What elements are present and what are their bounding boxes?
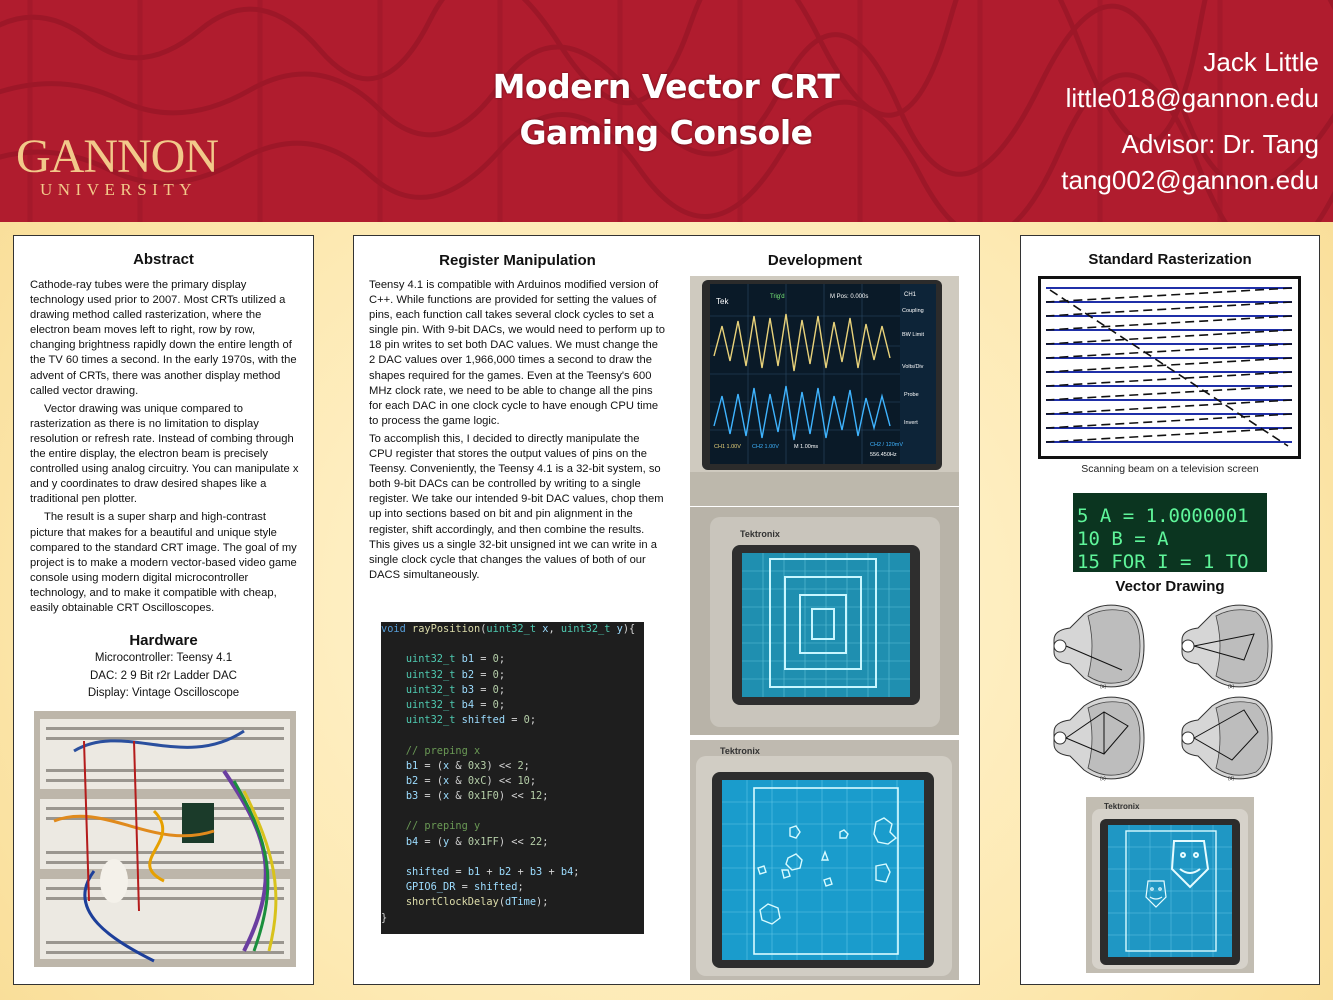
scope-readout: Probe — [904, 392, 919, 398]
code-keyword: void — [381, 623, 406, 635]
oscilloscope-smiley-photo — [1086, 797, 1254, 973]
code-comment: // preping x — [381, 744, 481, 757]
code-line — [381, 850, 644, 865]
author-email: little018@gannon.edu — [1065, 83, 1319, 113]
scope-readout: Invert — [904, 420, 918, 426]
code-line: uint32_t b4 = 0; — [405, 698, 506, 711]
scope-readout: Volts/Div — [902, 364, 924, 370]
logo-name: GANNON — [16, 130, 218, 183]
code-var: y — [616, 623, 623, 635]
abstract-paragraph: Cathode-ray tubes were the primary display technology used prior to 2007. Most CRTs utilized a drawing method called rasterization, where the electron beam moves left to right, row by row, changing brightness rapidly down the entire length of the TV 60 times a second. In the early 1970s, with the advent of CRTs, there was another display method called vector drawing. — [30, 279, 297, 397]
figure-label: (d) — [1228, 776, 1235, 782]
register-paragraph: To accomplish this, I decided to directly manipulate the CPU register that stores the output values of pins on the Teensy. Conveniently, the Teensy 4.1 is a 32-bit system, so both 9-bit DACs can be controlled by writing to a single register. We take our intended 9-bit DAC values, chop them up into sections based on bit and pin alignment in the register, shift accordingly, and then combine the results. This gives us a single 32-bit unsigned int we can write in a single clock cycle that changes the values of both of our DACS simultaneously. — [369, 432, 664, 581]
code-line: shortClockDelay(dTime); — [405, 896, 549, 909]
scope-readout: M 1.00ms — [794, 444, 819, 450]
code-line: shifted = b1 + b2 + b3 + b4; — [405, 866, 580, 878]
scope-readout: 556.450Hz — [870, 452, 897, 458]
code-line: uint32_t b2 = 0; — [405, 668, 506, 681]
figure-label: (a) — [1100, 684, 1107, 690]
abstract-paragraph: Vector drawing was unique compared to rasterization as there is no limitation to display resolution or refresh rate. Instead of combing through the entire display, the electron beam is precisely controlled using analog circuitry. You can manipulate x and y coordinates to draw desired shapes like a traditional pen plotter. — [30, 402, 299, 506]
rasterization-title: Standard Rasterization — [1088, 251, 1252, 268]
code-line: b2 = (x & 0xC) << 10; — [405, 774, 537, 787]
register-body — [369, 278, 665, 586]
scope-readout: Coupling — [902, 308, 924, 314]
hardware-title: Hardware — [129, 632, 198, 649]
scope-readout: CH1 1.00V — [714, 444, 741, 450]
poster-title — [446, 64, 886, 156]
oscilloscope-asteroids-photo — [690, 740, 959, 980]
code-type: uint32_t — [486, 623, 537, 635]
terminal-photo — [1073, 493, 1267, 572]
abstract-body — [30, 278, 300, 619]
development-title: Development — [767, 252, 863, 269]
code-snippet — [381, 622, 644, 934]
code-line: b1 = (x & 0x3) << 2; — [405, 759, 530, 772]
author-block — [1061, 44, 1319, 198]
scope-readout: Trig'd — [770, 294, 785, 300]
code-line: uint32_t b3 = 0; — [405, 683, 506, 696]
terminal-line: 10 B = A — [1077, 528, 1169, 550]
code-var: x — [542, 623, 549, 635]
code-type: uint32_t — [560, 623, 611, 635]
title-line-2: Gaming Console — [519, 113, 813, 152]
figure-label: (c) — [1100, 776, 1106, 782]
scope-brand: Tektronix — [720, 746, 760, 756]
abstract-paragraph: The result is a super sharp and high-contrast picture that makes for a beautiful and unique style compared to the standard CRT image. The goal of my project is to make a modern vector-based video game console using modern digital microcontroller technology, and to make it compatible with cheap, easily obtainable CRT Oscilloscopes. — [30, 511, 297, 614]
university-logo — [16, 132, 218, 200]
code-line: b4 = (y & 0x1FF) << 22; — [405, 835, 549, 848]
header-banner — [0, 0, 1333, 222]
raster-scan-diagram — [1038, 276, 1301, 459]
register-paragraph: Teensy 4.1 is compatible with Arduinos modified version of C++. While functions are provided for setting the values of pins, each function call takes several clock cycles to set a single pin. With 9-bit DACs, we would need to perform up to 18 pin writes to set both DAC values. We must change the 2 DAC values over 1,966,000 times a second to draw the shapes required for the games. Even at the Teensy's 600 MHz clock rate, we need to be able to change all the pins for each DAC in one clock cycle to have enough CPU time to process the game logic. — [369, 279, 665, 427]
code-line: void rayPosition(uint32_t x, uint32_t y){ — [381, 623, 636, 635]
scope-readout: Tek — [716, 297, 729, 306]
code-line — [381, 804, 644, 819]
code-line: GPIO6_DR = shifted; — [405, 881, 524, 894]
code-line: b3 = (x & 0x1F0) << 12; — [405, 790, 549, 803]
scope-brand: Tektronix — [740, 529, 780, 539]
scope-readout: CH1 — [904, 292, 917, 298]
abstract-title: Abstract — [133, 251, 194, 268]
oscilloscope-squares-photo — [690, 507, 959, 735]
author-name: Jack Little — [1203, 47, 1319, 77]
code-line — [381, 728, 644, 743]
code-line — [381, 637, 644, 652]
figure-label: (b) — [1228, 684, 1235, 690]
code-line: } — [381, 911, 388, 924]
code-line: uint32_t shifted = 0; — [405, 714, 537, 727]
oscilloscope-waveform-photo — [690, 276, 959, 506]
scope-readout: CH2 1.00V — [752, 444, 779, 450]
scope-brand: Tektronix — [1104, 802, 1140, 811]
register-title: Register Manipulation — [439, 252, 596, 269]
code-line: uint32_t b1 = 0; — [405, 653, 506, 666]
advisor-email: tang002@gannon.edu — [1061, 165, 1319, 195]
code-function: rayPosition — [412, 623, 481, 635]
hardware-item: Microcontroller: Teensy 4.1 — [94, 652, 233, 664]
scope-readout: CH2 / 120mV — [870, 442, 904, 448]
terminal-line: 5 A = 1.0000001 — [1077, 505, 1249, 527]
code-comment: // preping y — [381, 820, 481, 833]
title-line-1: Modern Vector CRT — [492, 67, 840, 106]
vector-drawing-figures — [1044, 600, 1297, 785]
raster-caption: Scanning beam on a television screen — [1081, 463, 1259, 475]
vector-title: Vector Drawing — [1115, 578, 1225, 595]
hardware-item: DAC: 2 9 Bit r2r Ladder DAC — [89, 669, 237, 682]
logo-subtitle: UNIVERSITY — [40, 180, 197, 199]
terminal-line: 15 FOR I = 1 TO — [1077, 551, 1249, 572]
scope-readout: BW Limit — [902, 332, 924, 338]
scope-readout: M Pos: 0.000s — [830, 294, 869, 300]
advisor-name: Advisor: Dr. Tang — [1121, 129, 1319, 159]
hardware-item: Display: Vintage Oscilloscope — [87, 687, 240, 699]
hardware-list — [13, 650, 314, 703]
breadboard-photo — [34, 711, 296, 967]
